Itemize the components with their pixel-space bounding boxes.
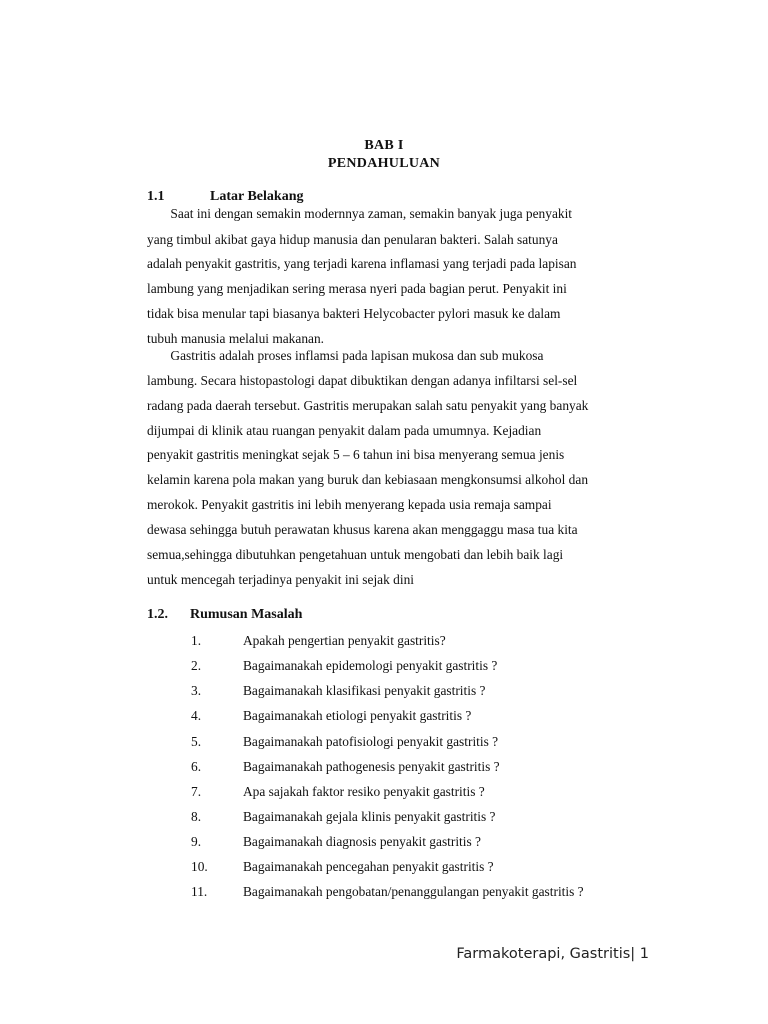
section-title: Rumusan Masalah (190, 607, 303, 622)
list-number: 3. (191, 683, 202, 698)
paragraph-line: adalah penyakit gastritis, yang terjadi karena inflamasi yang terjadi pada lapisan (147, 256, 577, 271)
list-number: 4. (191, 708, 202, 723)
list-number: 9. (191, 834, 202, 849)
section-heading-rumusan-masalah (147, 607, 302, 623)
chapter-title: PENDAHULUAN (327, 156, 441, 171)
list-text: Bagaimanakah klasifikasi penyakit gastritis ? (243, 683, 486, 698)
paragraph-line: lambung. Secara histopastologi dapat dibuktikan dengan adanya infiltarsi sel-sel (147, 373, 578, 388)
section-number: 1.2. (147, 607, 168, 622)
paragraph-line: lambung yang menjadikan sering merasa nyeri pada bagian perut. Penyakit ini (147, 281, 567, 296)
list-number: 7. (191, 784, 202, 799)
list-text: Apa sajakah faktor resiko penyakit gastritis ? (243, 784, 485, 799)
list-text: Bagaimanakah pengobatan/penanggulangan penyakit gastritis ? (243, 884, 584, 899)
list-number: 5. (191, 734, 202, 749)
paragraph-line: radang pada daerah tersebut. Gastritis merupakan salah satu penyakit yang banyak (147, 398, 589, 413)
list-text: Bagaimanakah pathogenesis penyakit gastritis ? (243, 759, 500, 774)
paragraph-line: tidak bisa menular tapi biasanya bakteri Helycobacter pylori masuk ke dalam (147, 306, 561, 321)
list-number: 11. (191, 884, 208, 899)
paragraph-line: Gastritis adalah proses inflamsi pada lapisan mukosa dan sub mukosa (147, 348, 544, 363)
paragraph-line: yang timbul akibat gaya hidup manusia dan penularan bakteri. Salah satunya (147, 232, 558, 247)
list-text: Bagaimanakah etiologi penyakit gastritis ? (243, 708, 472, 723)
section-heading-latar-belakang (147, 189, 303, 205)
paragraph-line: merokok. Penyakit gastritis ini lebih menyerang kepada usia remaja sampai (147, 497, 552, 512)
paragraph-line: Saat ini dengan semakin modernnya zaman, semakin banyak juga penyakit (147, 206, 573, 221)
list-text: Bagaimanakah epidemologi penyakit gastritis ? (243, 658, 498, 673)
paragraph-line: tubuh manusia melalui makanan. (147, 331, 325, 346)
paragraph-line: penyakit gastritis meningkat sejak 5 – 6 tahun ini bisa menyerang semua jenis (147, 447, 565, 462)
list-number: 2. (191, 658, 202, 673)
section-number: 1.1 (147, 189, 165, 204)
paragraph-line: dewasa sehingga butuh perawatan khusus karena akan menggaggu masa tua kita (147, 522, 578, 537)
list-number: 10. (191, 859, 208, 874)
paragraph-line: dijumpai di klinik atau ruangan penyakit dalam pada umumnya. Kejadian (147, 423, 542, 438)
list-number: 6. (191, 759, 202, 774)
paragraph-line: semua,sehingga dibutuhkan pengetahuan untuk mengobati dan lebih baik lagi (147, 547, 564, 562)
chapter-label: BAB I (364, 138, 404, 153)
list-text: Apakah pengertian penyakit gastritis? (243, 633, 446, 648)
page-footer: Farmakoterapi, Gastritis| 1 (456, 946, 649, 962)
section-title: Latar Belakang (210, 189, 304, 204)
list-text: Bagaimanakah diagnosis penyakit gastritis ? (243, 834, 481, 849)
list-text: Bagaimanakah patofisiologi penyakit gastritis ? (243, 734, 499, 749)
list-text: Bagaimanakah pencegahan penyakit gastritis ? (243, 859, 494, 874)
list-text: Bagaimanakah gejala klinis penyakit gastritis ? (243, 809, 496, 824)
list-number: 1. (191, 633, 202, 648)
list-number: 8. (191, 809, 202, 824)
paragraph-line: kelamin karena pola makan yang buruk dan kebiasaan mengkonsumsi alkohol dan (147, 472, 589, 487)
paragraph-line: untuk mencegah terjadinya penyakit ini sejak dini (147, 572, 414, 587)
